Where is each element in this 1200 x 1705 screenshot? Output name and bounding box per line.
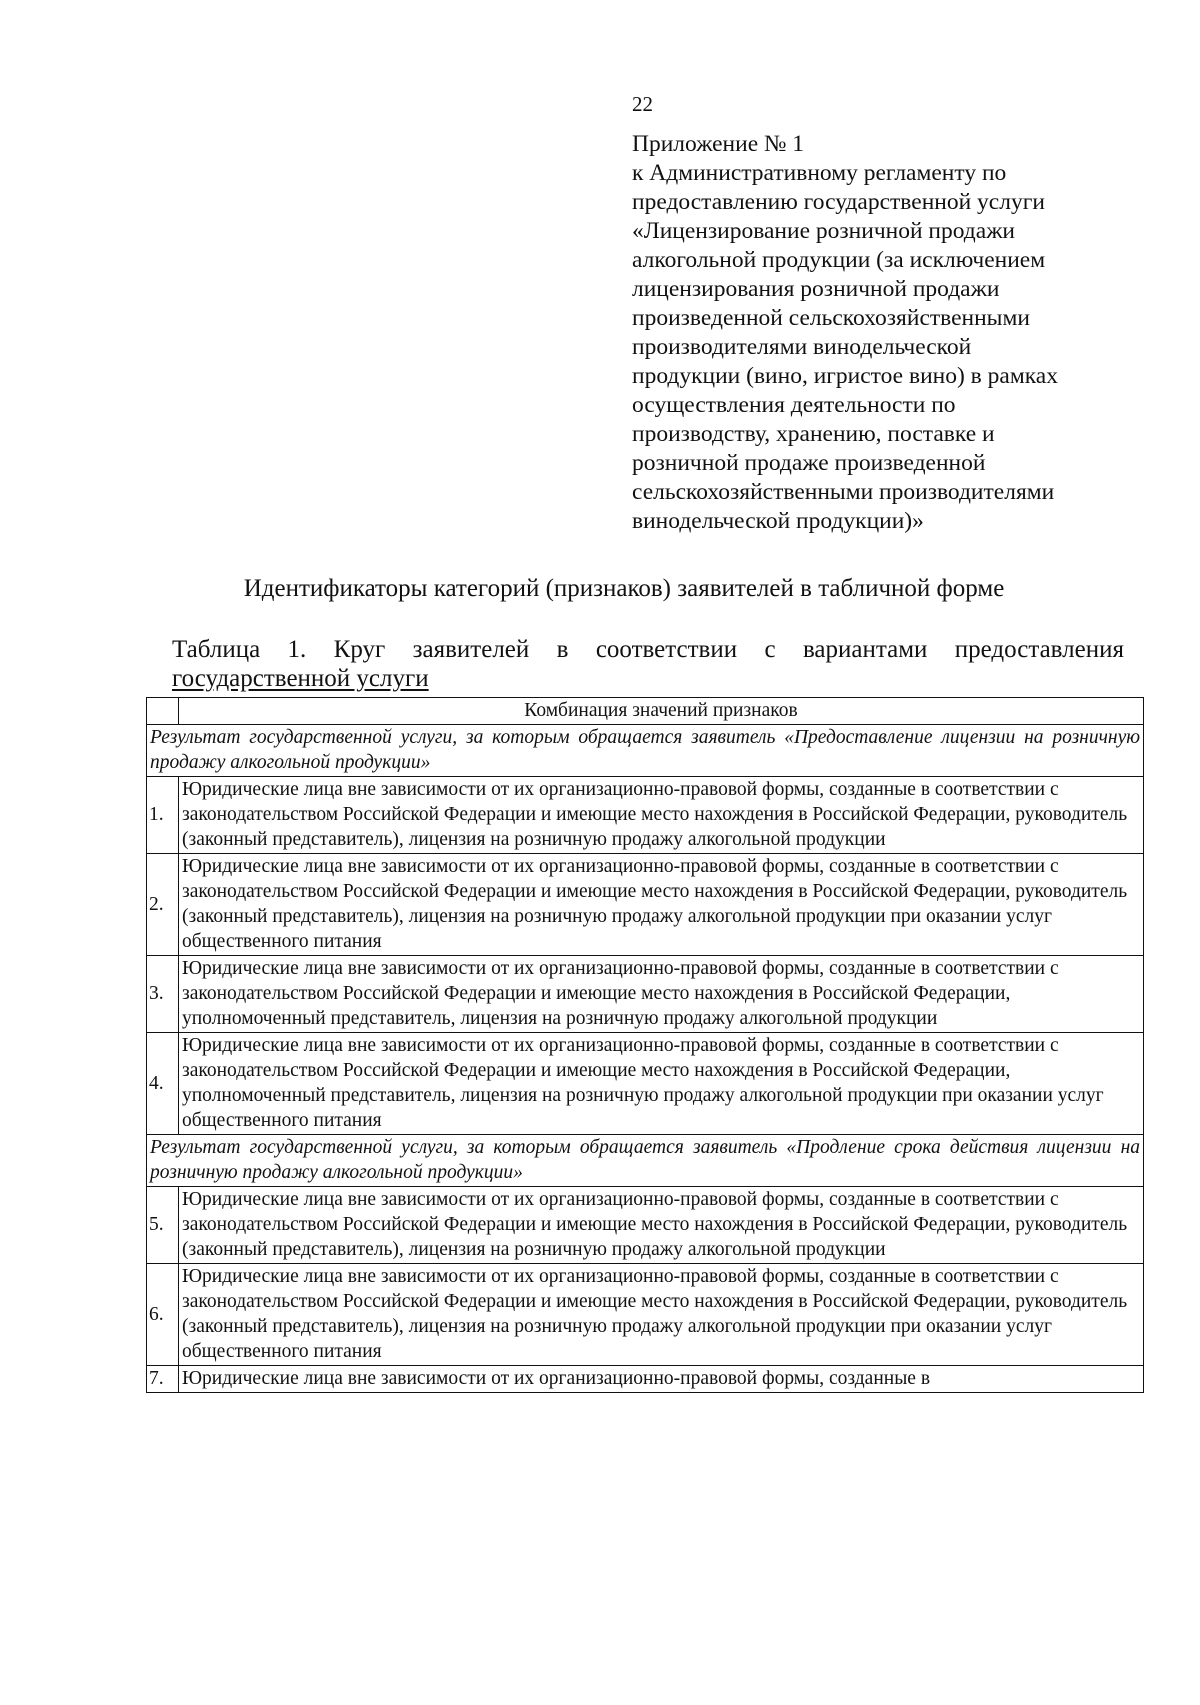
- row-text: Юридические лица вне зависимости от их организационно-правовой формы, созданные в соответствии с законодательством Российской Федерации и имеющие место нахождения в Российской Федерации, уполномоченный представитель, лицензия на розничную продажу алкогольной продукции при оказании услуг общественного питания: [179, 1033, 1144, 1135]
- appendix-line: к Административному регламенту по: [632, 160, 1007, 186]
- table-section-cell: Результат государственной услуги, за которым обращается заявитель «Предоставление лицензии на розничную продажу алкогольной продукции»: [147, 725, 1144, 777]
- row-number: 3.: [147, 956, 179, 1033]
- appendix-line: производителями винодельческой: [632, 334, 972, 360]
- table-section-row: [147, 1135, 1144, 1187]
- row-text: Юридические лица вне зависимости от их организационно-правовой формы, созданные в соответствии с законодательством Российской Федерации и имеющие место нахождения в Российской Федерации, руководитель (законный представитель), лицензия на розничную продажу алкогольной продукции при оказании услуг общественного питания: [179, 854, 1144, 956]
- row-text: Юридические лица вне зависимости от их организационно-правовой формы, созданные в соответствии с законодательством Российской Федерации и имеющие место нахождения в Российской Федерации, руководитель (законный представитель), лицензия на розничную продажу алкогольной продукции: [179, 1187, 1144, 1264]
- table-row: [147, 1366, 1144, 1393]
- appendix-line: сельскохозяйственными производителями: [632, 479, 1055, 505]
- table-caption-line: Таблица 1. Круг заявителей в соответствии с вариантами предоставления: [172, 636, 1124, 663]
- appendix-line: Приложение № 1: [632, 131, 805, 157]
- appendix-line: продукции (вино, игристое вино) в рамках: [632, 363, 1058, 389]
- row-text: Юридические лица вне зависимости от их организационно-правовой формы, созданные в соответствии с законодательством Российской Федерации и имеющие место нахождения в Российской Федерации, руководитель (законный представитель), лицензия на розничную продажу алкогольной продукции при оказании услуг общественного питания: [179, 1264, 1144, 1366]
- row-text: Юридические лица вне зависимости от их организационно-правовой формы, созданные в: [179, 1366, 1144, 1393]
- table-header-empty-cell: [147, 698, 179, 725]
- table-row: [147, 956, 1144, 1033]
- table-caption-line: государственной услуги: [172, 665, 429, 692]
- table-row: [147, 1264, 1144, 1366]
- row-number: 4.: [147, 1033, 179, 1135]
- appendix-line: предоставлению государственной услуги: [632, 189, 1045, 215]
- appendix-note: [632, 130, 1152, 536]
- table-row: [147, 1033, 1144, 1135]
- row-number: 6.: [147, 1264, 179, 1366]
- appendix-line: винодельческой продукции)»: [632, 508, 924, 534]
- table-header-cell: Комбинация значений признаков: [179, 698, 1144, 725]
- appendix-line: производству, хранению, поставке и: [632, 421, 995, 447]
- row-number: 7.: [147, 1366, 179, 1393]
- appendix-line: «Лицензирование розничной продажи: [632, 218, 1016, 244]
- appendix-line: розничной продаже произведенной: [632, 450, 986, 476]
- table-header-row: [147, 698, 1144, 725]
- page-number: 22: [632, 92, 653, 116]
- appendix-line: осуществления деятельности по: [632, 392, 956, 418]
- row-text: Юридические лица вне зависимости от их организационно-правовой формы, созданные в соответствии с законодательством Российской Федерации и имеющие место нахождения в Российской Федерации, руководитель (законный представитель), лицензия на розничную продажу алкогольной продукции: [179, 777, 1144, 854]
- applicants-table: [146, 697, 1144, 1393]
- table-caption: [172, 635, 1124, 693]
- table-row: [147, 854, 1144, 956]
- table-row: [147, 777, 1144, 854]
- appendix-line: алкогольной продукции (за исключением: [632, 247, 1046, 273]
- row-text: Юридические лица вне зависимости от их организационно-правовой формы, созданные в соответствии с законодательством Российской Федерации и имеющие место нахождения в Российской Федерации, уполномоченный представитель, лицензия на розничную продажу алкогольной продукции: [179, 956, 1144, 1033]
- appendix-line: произведенной сельскохозяйственными: [632, 305, 1030, 331]
- table-row: [147, 1187, 1144, 1264]
- table-section-row: [147, 725, 1144, 777]
- row-number: 1.: [147, 777, 179, 854]
- table-section-cell: Результат государственной услуги, за которым обращается заявитель «Продление срока действия лицензии на розничную продажу алкогольной продукции»: [147, 1135, 1144, 1187]
- row-number: 5.: [147, 1187, 179, 1264]
- row-number: 2.: [147, 854, 179, 956]
- document-heading: Идентификаторы категорий (признаков) заявителей в табличной форме: [243, 575, 1005, 602]
- appendix-line: лицензирования розничной продажи: [632, 276, 1000, 302]
